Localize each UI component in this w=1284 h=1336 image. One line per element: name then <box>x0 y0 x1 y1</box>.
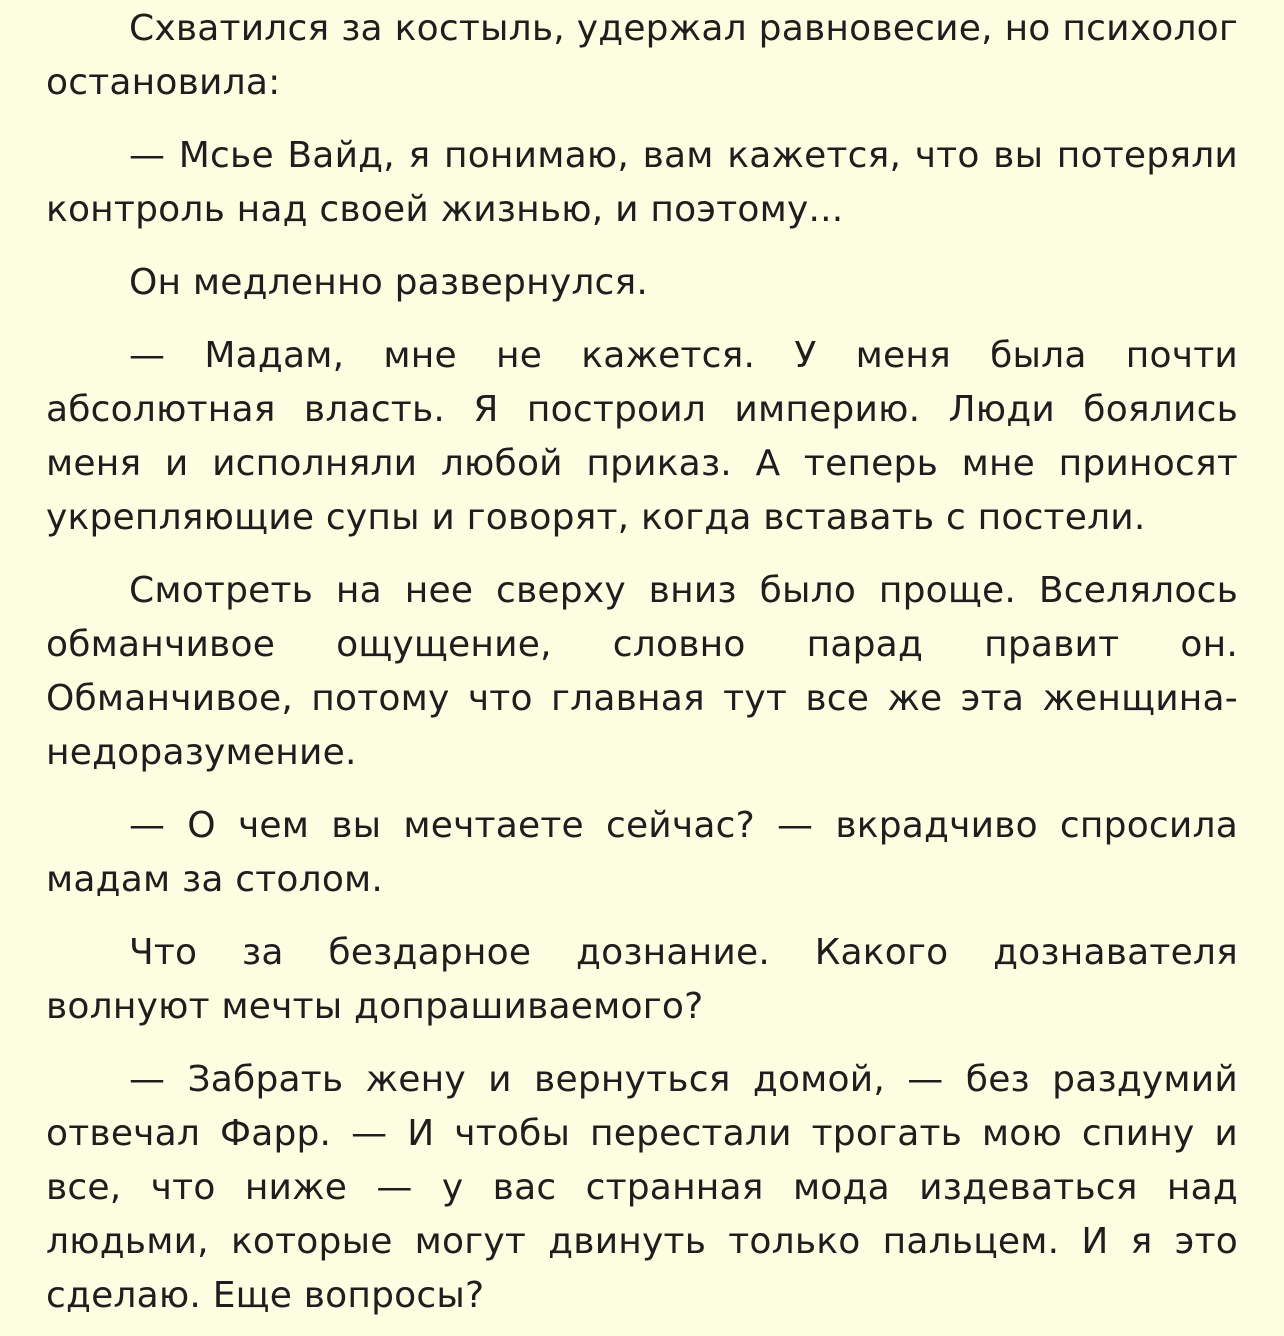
paragraph: — О чем вы мечтаете сейчас? — вкрадчиво спросила мадам за столом. <box>46 805 1238 900</box>
paragraph: Смотреть на нее сверху вниз было проще. Вселялось обманчивое ощущение, словно парад правит он. Обманчивое, потому что главная тут все же эта женщина-недоразумение. <box>46 570 1238 773</box>
paragraph: Он медленно развернулся. <box>129 262 649 303</box>
paragraph: Схватился за костыль, удержал равновесие, но психолог остановила: <box>46 8 1238 103</box>
paragraph: — Забрать жену и вернуться домой, — без раздумий отвечал Фарр. — И чтобы перестали трогать мою спину и все, что ниже — у вас странная мода издеваться над людьми, которые могут двинуть только пальцем. И я это сделаю. Еще вопросы? <box>46 1059 1238 1316</box>
paragraph: — Мсье Вайд, я понимаю, вам кажется, что вы потеряли контроль над своей жизнью, и поэтому... <box>46 135 1238 230</box>
paragraph: Что за бездарное дознание. Какого дознавателя волнуют мечты допрашиваемого? <box>46 932 1238 1027</box>
paragraph: — Мадам, мне не кажется. У меня была почти абсолютная власть. Я построил империю. Люди боялись меня и исполняли любой приказ. А теперь мне приносят укрепляющие супы и говорят, когда вставать с постели. <box>46 335 1238 538</box>
